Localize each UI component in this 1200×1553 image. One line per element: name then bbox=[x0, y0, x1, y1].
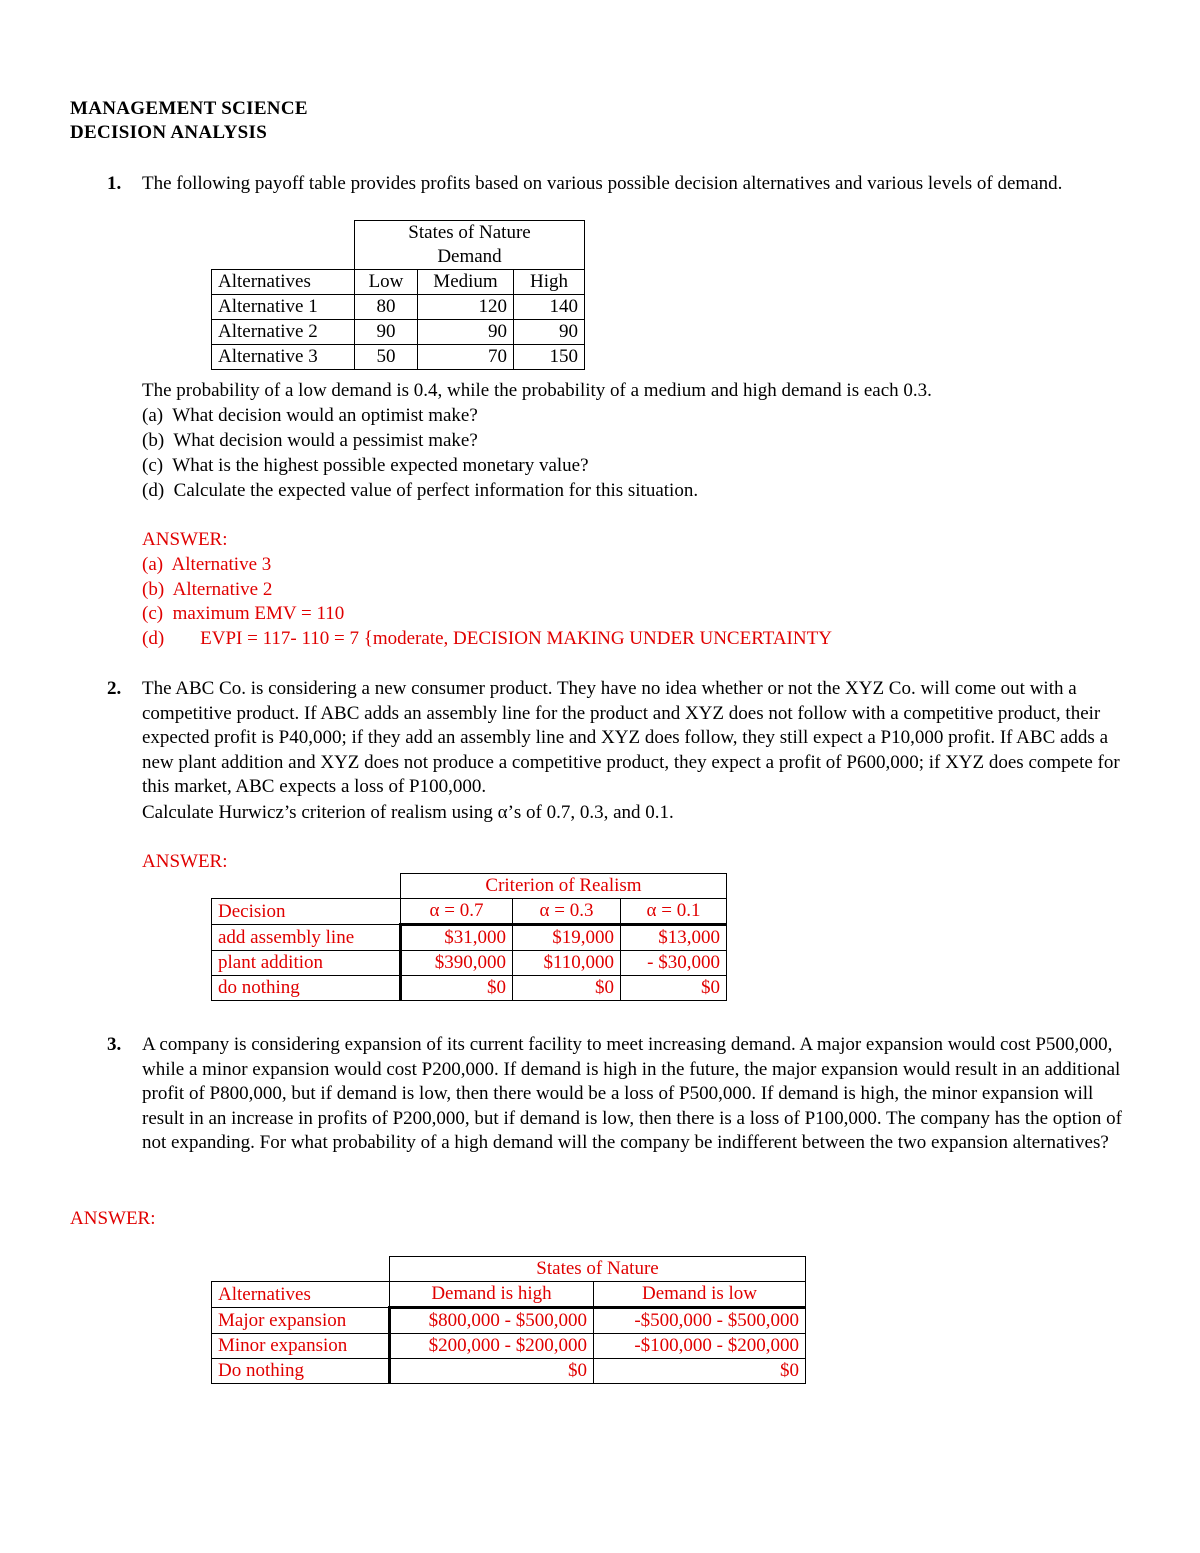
q1-part-a bbox=[142, 404, 478, 428]
row-label: add assembly line bbox=[212, 925, 401, 951]
q3-header-states: States of Nature bbox=[390, 1257, 806, 1282]
cell: 70 bbox=[418, 345, 514, 370]
table-row bbox=[212, 951, 727, 976]
table-row bbox=[212, 345, 585, 370]
cell: -$500,000 - $500,000 bbox=[594, 1308, 806, 1334]
q2-header-criterion: Criterion of Realism bbox=[401, 874, 727, 899]
cell: $800,000 - $500,000 bbox=[390, 1308, 594, 1334]
q1-answer-c: (c) maximum EMV = 110 bbox=[142, 603, 345, 624]
cell: $0 bbox=[390, 1359, 594, 1384]
q1-col-high: High bbox=[514, 270, 585, 295]
part-text: What is the highest possible expected monetary value? bbox=[172, 455, 589, 476]
cell: 150 bbox=[514, 345, 585, 370]
q1-payoff-table bbox=[211, 220, 585, 370]
q1-answer-d: (d) EVPI = 117- 110 = 7 {moderate, DECISION MAKING UNDER UNCERTAINTY bbox=[142, 628, 832, 649]
q3-number: 3. bbox=[107, 1034, 122, 1055]
q1-col-alternatives: Alternatives bbox=[212, 270, 355, 295]
q1-answer-label: ANSWER: bbox=[142, 529, 228, 550]
part-label: (c) bbox=[142, 455, 164, 476]
q2-answer-label: ANSWER: bbox=[142, 851, 228, 872]
part-text: What decision would an optimist make? bbox=[172, 405, 478, 426]
table-row bbox=[212, 295, 585, 320]
q1-text: The following payoff table provides profits based on various possible decision alternatives and various levels of demand. bbox=[142, 173, 1063, 194]
row-label: Do nothing bbox=[212, 1359, 390, 1384]
q2-realism-table bbox=[211, 873, 727, 1001]
table-row bbox=[212, 925, 727, 951]
cell: 90 bbox=[514, 320, 585, 345]
row-label: plant addition bbox=[212, 951, 401, 976]
cell: -$100,000 - $200,000 bbox=[594, 1334, 806, 1359]
q3-col-alternatives: Alternatives bbox=[212, 1282, 390, 1308]
q1-col-medium: Medium bbox=[418, 270, 514, 295]
q3-col-demand-low: Demand is low bbox=[594, 1282, 806, 1308]
q1-number: 1. bbox=[107, 173, 122, 194]
table-row bbox=[212, 1334, 806, 1359]
table-row bbox=[212, 1359, 806, 1384]
q1-answer-a: (a) Alternative 3 bbox=[142, 554, 272, 575]
cell: $0 bbox=[594, 1359, 806, 1384]
q1-header-states: States of Nature bbox=[355, 221, 585, 246]
part-label: (a) bbox=[142, 405, 164, 426]
cell: $13,000 bbox=[621, 925, 727, 951]
q1-part-b bbox=[142, 429, 478, 453]
q1-part-c bbox=[142, 454, 589, 478]
doc-title-line1: MANAGEMENT SCIENCE bbox=[70, 98, 308, 119]
cell: 50 bbox=[355, 345, 418, 370]
part-label: (b) bbox=[142, 430, 165, 451]
cell: - $30,000 bbox=[621, 951, 727, 976]
cell: 140 bbox=[514, 295, 585, 320]
q1-col-low: Low bbox=[355, 270, 418, 295]
table-row bbox=[212, 1308, 806, 1334]
row-label: Alternative 2 bbox=[212, 320, 355, 345]
q2-number: 2. bbox=[107, 678, 122, 699]
q2-col-alpha-07: α = 0.7 bbox=[401, 899, 513, 925]
q2-col-alpha-01: α = 0.1 bbox=[621, 899, 727, 925]
cell: $0 bbox=[401, 976, 513, 1001]
row-label: Major expansion bbox=[212, 1308, 390, 1334]
cell: $0 bbox=[513, 976, 621, 1001]
row-label: Alternative 3 bbox=[212, 345, 355, 370]
part-text: Calculate the expected value of perfect information for this situation. bbox=[173, 480, 699, 501]
cell: 90 bbox=[418, 320, 514, 345]
row-label: Alternative 1 bbox=[212, 295, 355, 320]
row-label: Minor expansion bbox=[212, 1334, 390, 1359]
q2-text-hurwicz: Calculate Hurwicz’s criterion of realism using α’s of 0.7, 0.3, and 0.1. bbox=[142, 802, 674, 823]
cell: 120 bbox=[418, 295, 514, 320]
q3-col-demand-high: Demand is high bbox=[390, 1282, 594, 1308]
q2-col-alpha-03: α = 0.3 bbox=[513, 899, 621, 925]
q1-answer-b: (b) Alternative 2 bbox=[142, 579, 273, 600]
q1-header-demand: Demand bbox=[355, 245, 585, 270]
cell: $0 bbox=[621, 976, 727, 1001]
cell: $31,000 bbox=[401, 925, 513, 951]
cell: $390,000 bbox=[401, 951, 513, 976]
cell: $19,000 bbox=[513, 925, 621, 951]
cell: 90 bbox=[355, 320, 418, 345]
q3-states-table bbox=[211, 1256, 806, 1384]
cell: $200,000 - $200,000 bbox=[390, 1334, 594, 1359]
q1-probability-text: The probability of a low demand is 0.4, while the probability of a medium and high demand is each 0.3. bbox=[142, 380, 932, 401]
doc-title-line2: DECISION ANALYSIS bbox=[70, 122, 268, 143]
part-text: What decision would a pessimist make? bbox=[173, 430, 478, 451]
q3-answer-label: ANSWER: bbox=[70, 1208, 156, 1229]
q1-part-d bbox=[142, 479, 698, 503]
part-label: (d) bbox=[142, 480, 165, 501]
row-label: do nothing bbox=[212, 976, 401, 1001]
table-row bbox=[212, 320, 585, 345]
q2-text: The ABC Co. is considering a new consumer product. They have no idea whether or not the XYZ Co. will come out with a competitive product. If ABC adds an assembly line for the product and XYZ does not follow with a competitive product, their expected profit is P40,000; if they add an assembly line and XYZ does follow, they still expect a P10,000 profit. If ABC adds a new plant addition and XYZ does not produce a competitive product, they expect a profit of P600,000; if XYZ does compete for this market, ABC expects a loss of P100,000. bbox=[142, 678, 1120, 798]
q2-col-decision: Decision bbox=[212, 899, 401, 925]
cell: 80 bbox=[355, 295, 418, 320]
q3-text: A company is considering expansion of its current facility to meet increasing demand. A major expansion would cost P500,000, while a minor expansion would cost P200,000. If demand is high in the future, the major expansion would result in an additional profit of P800,000, but if demand is low, then there would be a loss of P500,000. If demand is high, the minor expansion will result in an increase in profits of P200,000, but if demand is low, then there is a loss of P100,000. The company has the option of not expanding. For what probability of a high demand will the company be indifferent between the two expansion alternatives? bbox=[142, 1034, 1122, 1154]
cell: $110,000 bbox=[513, 951, 621, 976]
table-row bbox=[212, 976, 727, 1001]
